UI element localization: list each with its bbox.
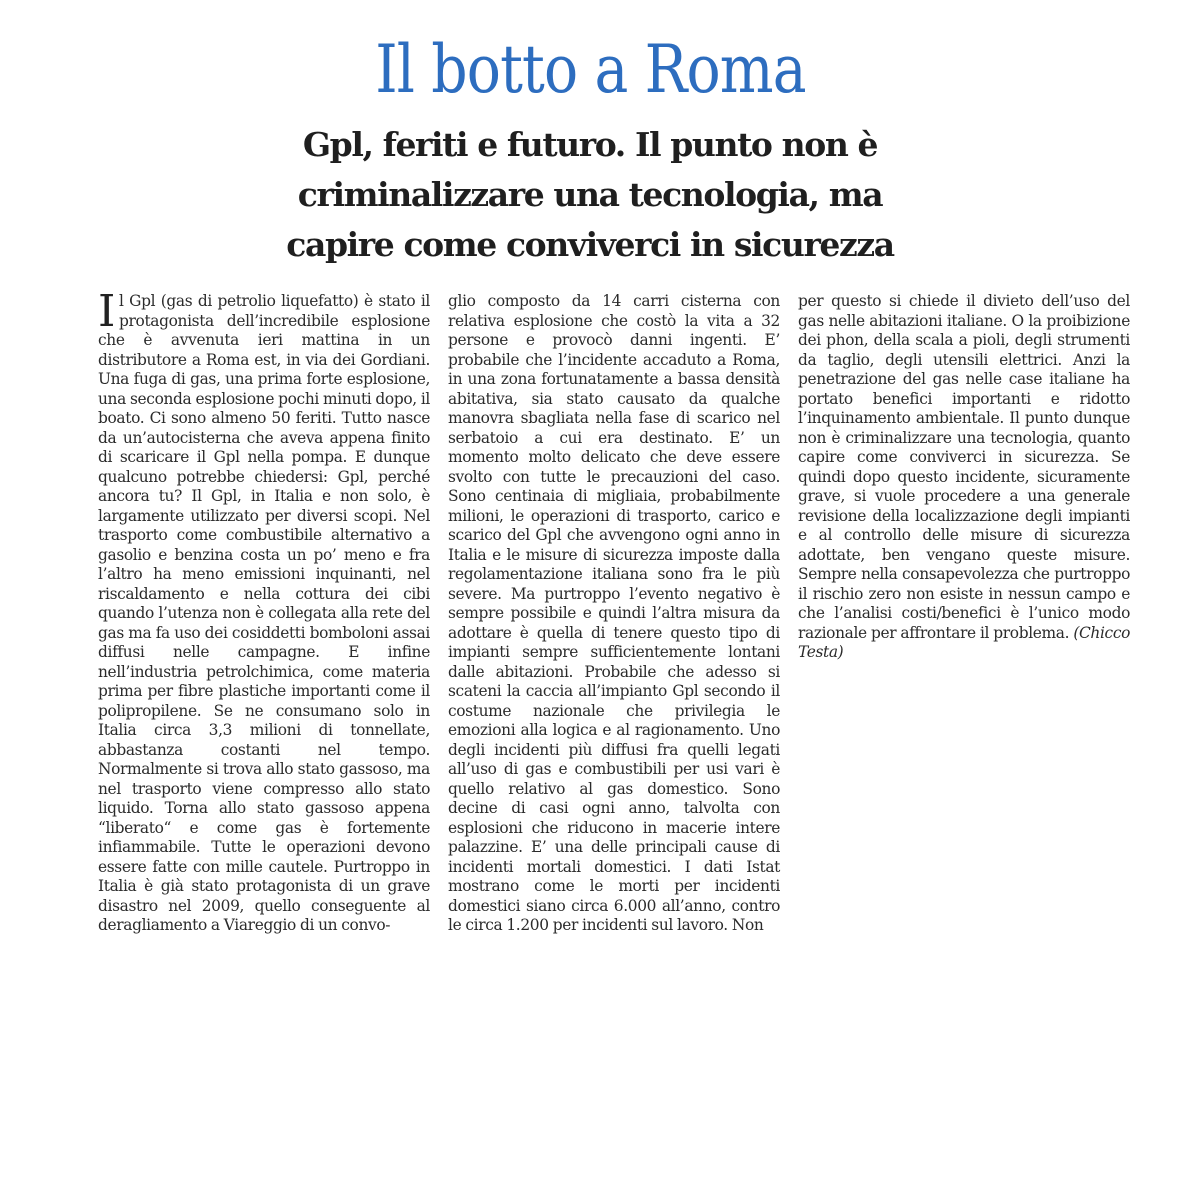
article-subtitle: Gpl, feriti e futuro. Il punto non è criminalizzare una tecnologia, ma capire come conviverci in sicurezza — [286, 125, 894, 264]
column-3 — [798, 292, 1130, 902]
article-body — [98, 286, 1130, 934]
column-1-text: l Gpl (gas di petrolio liquefatto) è stato il protagonista dell’incredibile esplosione che è avvenuta ieri mattina in un distributore a Roma est, in via dei Gordiani. Una fuga di gas, una prima forte esplosione, una seconda esplosione pochi minuti dopo, il boato. Ci sono almeno 50 feriti. Tutto nasce da un’autocisterna che aveva appena finito di scaricare il Gpl nella pompa. E dunque qualcuno potrebbe chiedersi: Gpl, perché ancora tu? Il Gpl, in Italia e non solo, è largamente utilizzato per diversi scopi. Nel trasporto come combustibile alternativo a gasolio e benzina costa un po’ meno e fra l’altro ha meno emissioni inquinanti, nel riscaldamento e nella cottura dei cibi quando l’utenza non è collegata alla rete del gas ma fa uso dei cosiddetti bomboloni assai diffusi nelle campagne. E infine nell’industria petrolchimica, come materia prima per fibre plastiche importanti come il polipropilene. Se ne consumano solo in Italia circa 3,3 milioni di tonnellate, abbastanza costanti nel tempo. Normalmente si trova allo stato gassoso, ma nel trasporto viene compresso allo stato liquido. Torna allo stato gassoso appena “liberato“ e come gas è fortemente infiammabile. Tutte le operazioni devono essere fatte con mille cautele. Purtroppo in Italia è già stato protagonista di un grave disastro nel 2009, quello conseguente al deragliamento a Viareggio di un convo- — [98, 292, 430, 934]
column-1 — [98, 286, 430, 934]
column-3-text: per questo si chiede il divieto dell’uso del gas nelle abitazioni italiane. O la proibizione dei phon, della scala a pioli, degli strumenti da taglio, degli utensili elettrici. Anzi la penetrazione del gas nelle case italiane ha portato benefici importanti e ridotto l’inquinamento ambientale. Il punto dunque non è criminalizzare una tecnologia, quanto capire come conviverci in sicurezza. Se quindi dopo questo incidente, sicuramente grave, si vuole procedere a una generale revisione della localizzazione degli impianti e al controllo delle misure di sicurezza adottate, ben vengano queste misure. Sempre nella consapevolezza che purtroppo il rischio zero non esiste in nessun campo e che l’analisi costi/benefici è l’unico modo razionale per affrontare il problema. — [798, 292, 1130, 642]
column-2-text: glio composto da 14 carri cisterna con relativa esplosione che costò la vita a 32 persone e provocò danni ingenti. E’ probabile che l’incidente accaduto a Roma, in una zona fortunatamente a bassa densità abitativa, sia stato causato da qualche manovra sbagliata nella fase di scarico nel serbatoio a cui era destinato. E’ un momento molto delicato che deve essere svolto con tutte le precauzioni del caso. Sono centinaia di migliaia, probabilmente milioni, le operazioni di trasporto, carico e scarico del Gpl che avvengono ogni anno in Italia e le misure di sicurezza imposte dalla regolamentazione italiana sono fra le più severe. Ma purtroppo l’evento negativo è sempre possibile e quindi l’altra misura da adottare è quella di tenere questo tipo di impianti sempre sufficientemente lontani dalle abitazioni. Probabile che adesso si scateni la caccia all’impianto Gpl secondo il costume nazionale che privilegia le emozioni alla logica e al ragionamento. Uno degli incidenti più diffusi fra quelli legati all’uso di gas e combustibili per usi vari è quello relativo al gas domestico. Sono decine di casi ogni anno, talvolta con esplosioni che riducono in macerie intere palazzine. E’ una delle principali cause di incidenti mortali domestici. I dati Istat mostrano come le morti per incidenti domestici siano circa 6.000 all’anno, contro le circa 1.200 per incidenti sul lavoro. Non — [448, 292, 780, 934]
column-2 — [448, 292, 780, 934]
article-title: Il botto a Roma — [375, 31, 806, 108]
author-signature: (Chicco Testa) — [798, 623, 1130, 661]
drop-cap: I — [98, 286, 116, 337]
